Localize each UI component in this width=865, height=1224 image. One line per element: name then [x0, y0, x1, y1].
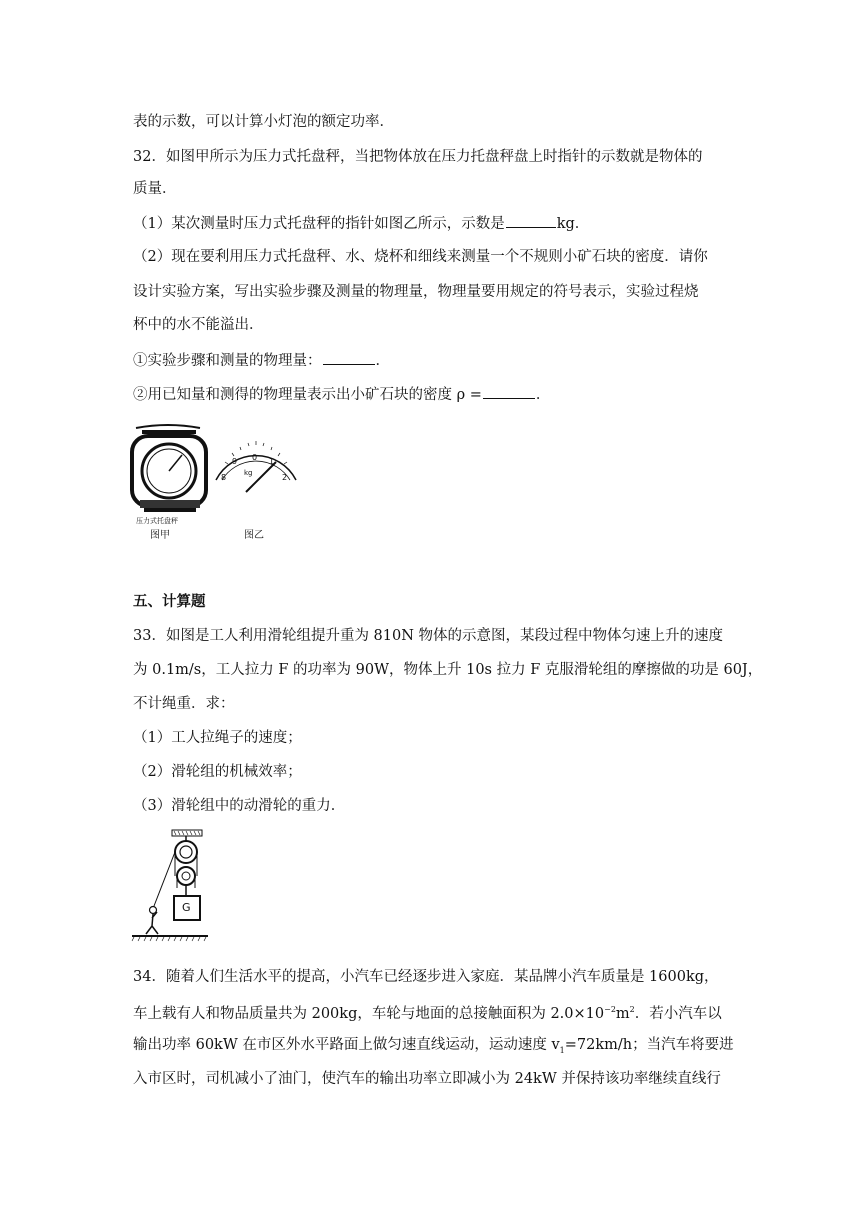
figure-caption-a: 图甲: [150, 530, 170, 541]
scale-label: 压力式托盘秤: [136, 517, 178, 525]
answer-blank[interactable]: [506, 213, 556, 228]
question-32-step-1: [133, 350, 733, 371]
question-33-line-3: 不计绳重．求：: [133, 696, 235, 712]
section-heading: 五、计算题: [133, 593, 206, 610]
step-2-text: ②用已知量和测得的物理量表示出小矿石块的密度 ρ =: [133, 387, 482, 403]
exponent: −2: [604, 1005, 616, 1014]
dial-mark-9: 9: [232, 457, 238, 466]
period: ．: [375, 353, 390, 369]
line-text: =72km/h；当汽车将要进: [564, 1037, 734, 1053]
question-32-step-2: [133, 384, 733, 405]
question-34-line-4: 入市区时，司机减小了油门，使汽车的输出功率立即减小为 24kW 并保持该功率继续直线行: [133, 1071, 721, 1087]
question-34-line-2: [133, 1000, 733, 1024]
answer-blank[interactable]: [323, 350, 375, 365]
question-32-part-1: [133, 213, 733, 234]
answer-blank[interactable]: [483, 384, 535, 399]
question-32-part-2-line-1: （2）现在要利用压力式托盘秤、水、烧杯和细线来测量一个不规则小矿石块的密度．请你: [133, 249, 708, 265]
unit: m: [615, 1005, 630, 1022]
question-32-line-1: 32．如图甲所示为压力式托盘秤，当把物体放在压力托盘秤盘上时指针的示数就是物体的: [133, 149, 703, 165]
question-33-part-2: （2）滑轮组的机械效率；: [133, 764, 302, 780]
question-33-line-2: 为 0.1m/s，工人拉力 F 的功率为 90W，物体上升 10s 拉力 F 克服滑轮组的摩擦做的功是 60J，: [133, 662, 763, 678]
subscript: 1: [559, 1045, 565, 1055]
part-1-text: （1）某次测量时压力式托盘秤的指针如图乙所示，示数是: [133, 216, 505, 232]
figure-32: [128, 422, 303, 540]
block-label: G: [182, 901, 191, 914]
question-33-line-1: 33．如图是工人利用滑轮组提升重为 810N 物体的示意图，某段过程中物体匀速上升的速度: [133, 628, 724, 644]
line-text: 车上载有人和物品质量共为 200kg，车轮与地面的总接触面积为 2.0×10: [133, 1005, 605, 1022]
question-32-part-2-line-2: 设计实验方案，写出实验步骤及测量的物理量，物理量要用规定的符号表示，实验过程烧: [133, 284, 699, 300]
question-33-part-3: （3）滑轮组中的动滑轮的重力．: [133, 798, 346, 814]
pressure-scale-drawing: [132, 425, 206, 512]
dial-mark-1: 1: [269, 457, 275, 466]
question-32-part-2-line-3: 杯中的水不能溢出．: [133, 317, 264, 333]
dial-mark-2: 2: [282, 473, 288, 482]
part-1-unit: kg．: [556, 216, 590, 232]
question-32-line-2: 质量．: [133, 181, 177, 197]
unit-exponent: 2: [629, 1005, 635, 1014]
question-34-line-1: 34．随着人们生活水平的提高，小汽车已经逐步进入家庭．某品牌小汽车质量是 1600kg，: [133, 969, 719, 985]
text-line: 表的示数，可以计算小灯泡的额定功率．: [133, 114, 394, 130]
question-33-part-1: （1）工人拉绳子的速度；: [133, 730, 302, 746]
pulley-system-illustration: [130, 828, 210, 946]
period: ．: [535, 387, 551, 403]
step-1-text: ①实验步骤和测量的物理量：: [133, 353, 322, 369]
dial-drawing: [216, 441, 296, 492]
line-text: ．若小汽车以: [634, 1005, 722, 1022]
figure-33: [130, 828, 210, 946]
question-34-line-3: [133, 1035, 733, 1061]
dial-mark-0: 0: [252, 453, 258, 462]
dial-mark-8: 8: [221, 473, 227, 482]
dial-unit: kg: [244, 469, 253, 477]
figure-caption-b: 图乙: [244, 530, 264, 541]
line-text: 输出功率 60kW 在市区外水平路面上做匀速直线运动，运动速度 v: [133, 1037, 560, 1053]
